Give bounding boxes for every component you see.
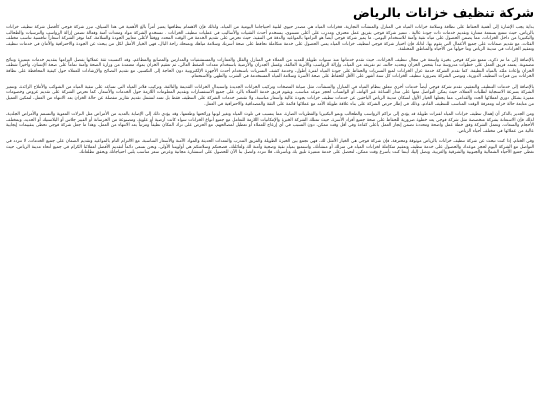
article-paragraph-2: بالإضافة إلى ما تم ذكره، تتمتع شركة فوجي بخبرة واسعة في مجال تنظيف الخزانات، حيث تقدم خدماتها منذ سنوات طويلة للعديد من العملاء في المنازل والفلل والعمارات والمستشفيات والمدارس والمصانع والمطاعم، وقد اكتسبت ثقة عملائها بفضل التزامها بتقديم خدمات متميزة ونتائج مضمونة. يعتمد فريق العمل على خطوات مدروسة تبدأ بفحص الخزان وتحديد حالته، ثم تفريغه من المياه، وإزالة الرواسب والأتربة العالقة، وغسل الجدران والأرضية باستخدام معدات الضغط العالي، ثم تعقيم الخزان بمواد معتمدة من وزارة الصحة وآمنة تماماً على صحة الإنسان، وأخيراً شطف الخزان وإعادة ملئه بالمياه النظيفة. كما تقدم الشركة خدمة عزل الخزانات لمنع التسربات والحفاظ على جودة المياه لفترة أطول، وخدمة كشف التسربات باستخدام أحدث الأجهزة الإلكترونية دون الحاجة إلى التكسير، مع تقديم النصائح والإرشادات للعملاء حول كيفية المحافظة على نظافة الخزانات بين فترات التنظيف الدورية، وتوصي الشركة بضرورة تنظيف الخزانات كل ستة أشهر على الأقل للحفاظ على صحة الأسرة وسلامة المياه المستخدمة في الشرب والطهي والاستحمام. [6,57,534,80]
article-paragraph-3: بالإضافة إلى خدمات التنظيف والتعقيم، تقدم شركة فوجي أيضاً خدمات أخرى تتعلق بنظام المياه في المنازل والمنشآت، مثل صيانة المضخات وتركيب الخزانات الجديدة واستبدال الخزانات القديمة والتالفة، وتركيب فلاتر المياه التي تساعد على تنقية المياه من الشوائب والأملاح الزائدة، وتتميز الشركة بسرعة الاستجابة لطلبات العملاء، حيث يمكن التواصل معها على مدار الساعة عبر الهاتف أو الواتساب لحجز موعد مناسب، ويقوم فريق خدمة العملاء بالرد على جميع الاستفسارات وتقديم المعلومات اللازمة حول الخدمات والأسعار، كما تحرص الشركة على تقديم عروض وخصومات مميزة بشكل دوري لعملائها الجدد والقدامى، مما يجعلها الخيار الأول لسكان مدينة الرياض الباحثين عن خدمات تنظيف خزانات بجودة عالية وأسعار مناسبة، ولا تقتصر خدمات الشركة على التنظيف فقط بل تمتد لتشمل تقديم تقارير مفصلة عن حالة الخزان بعد الانتهاء من العمل، لتمكين العميل من متابعة حالة خزانه ومعرفة الوقت المناسب للتنظيف القادم، وذلك في إطار حرص الشركة على بناء علاقة طويلة الأمد مع عملائها قائمة على الثقة والمصداقية والاحترافية في العمل. [6,84,534,107]
article-title: شركة تنظيف خزانات بالرياض [352,5,534,20]
article-paragraph-5: وفي الختام، إذا كنت تبحث عن شركة تنظيف خزانات بالرياض موثوقة ومحترفة، فإن شركة فوجي هي الخيار الأمثل لك، فهي تجمع بين الخبرة الطويلة والفريق المدرب والمعدات الحديثة والمواد الآمنة والأسعار المناسبة، مع الالتزام التام بالمواعيد وتقديم الضمان على جميع الخدمات، لا تتردد في التواصل مع الشركة اليوم لحجز موعدك والحصول على خدمة تنظيف وتعقيم متكاملة لخزانات المياه في منزلك أو منشأتك، واستمتع بمياه نقية وصحية وآمنة لك ولعائلتك، فصحتكم وسلامتكم هي أولويتنا الأولى، ونحن نسعى دائماً لتقديم الأفضل لعملائنا الكرام في جميع أنحاء مدينة الرياض، حيث نغطي جميع الأحياء الشمالية والجنوبية والشرقية والغربية، ونصل إليك أينما كنت بأسرع وقت ممكن، لتحصل على خدمة متميزة تليق بك وبأسرتك، فلا تتردد واتصل بنا الآن للحصول على استشارة مجانية وعرض سعر مناسب يلبي احتياجاتك ويحقق تطلعاتك. [6,139,534,156]
article-paragraph-4: ومن الجدير بالذكر أن إهمال تنظيف خزانات المياه لفترات طويلة قد يؤدي إلى تراكم الرواسب والطحالب ونمو البكتيريا والفطريات الضارة، مما يتسبب في تلوث المياه وتغير لونها ورائحتها وطعمها، وقد يؤدي ذلك إلى الإصابة بالعديد من الأمراض مثل النزلات المعوية والتسمم والأمراض الجلدية، لذلك فإن الاستعانة بشركة متخصصة مثل شركة فوجي يعد خطوة ضرورية للحفاظ على صحة جميع أفراد الأسرة، حيث تمتلك الشركة الخبرة والإمكانيات اللازمة للتعامل مع جميع أنواع الخزانات سواء كانت أرضية أو علوية، ومصنوعة من الخرسانة أو الفيبر جلاس أو البلاستيك أو الحديد، وبمختلف الأحجام والسعات، وتعمل الشركة وفق خطة عمل واضحة ومحددة تضمن إنجاز العمل بأعلى كفاءة وفي أقل وقت ممكن، دون التسبب في أي إزعاج للعملاء أو تعطيل لمصالحهم، مع الحرص على ترك المكان نظيفاً ومرتباً بعد الانتهاء من العمل، وهذا ما جعل شركة فوجي تحظى بتقييمات إيجابية عالية من عملائها في مختلف أحياء الرياض. [6,112,534,134]
article-paragraph-1: بداية يجب الإشارة إلى أهمية الحفاظ على نظافة وسلامة خزانات المياه في المنازل والمنشآت التجارية، فخزانات المياه هي مصدر حيوي لتلبية احتياجاتنا اليومية من المياه، ولذلك فإن الاهتمام بنظافتها يعتبر أمراً بالغ الأهمية في هذا السياق، تبرز شركة فوجي كأفضل شركة تنظيف خزانات بالرياض، حيث تتمتع بسمعة ممتازة وتقديم خدمات ذات جودة عالية . تتميز شركة فوجي بفريق عمل محترف ومدرب على أعلى مستوى، يستخدم أحدث التقنيات والأساليب في عمليات تنظيف الخزانات . تستخدم الشركة مواد ومعدات آمنة وفعالة تضمن إزالة الرواسب والترسبات والطحالب والبكتيريا من داخل الخزانات، مما يضمن الحصول على مياه نقية وآمنة للاستخدام اليومي. ما يميز شركة فوجي أيضاً هو التزامها بالمواعيد والدقة في التنفيذ، حيث تحرص على تقديم الخدمة في الوقت المحدد ووفقاً لأعلى معايير الجودة والسلامة، كما توفر الشركة أسعاراً تنافسية تناسب مختلف الفئات، مع تقديم ضمانات على جميع الأعمال التي تقوم بها، لذلك فإن اختيار شركة فوجي لتنظيف خزانات المياه يعني الحصول على خدمة متكاملة تحافظ على صحة أسرتك وسلامة مياهك وتمنحك راحة البال، فهي الخيار الأمثل لكل من يبحث عن الجودة والاحترافية والأمان في خدمات تنظيف وتعقيم الخزانات في مدينة الرياض وما حولها من الأحياء والمناطق المختلفة. [6,25,534,53]
